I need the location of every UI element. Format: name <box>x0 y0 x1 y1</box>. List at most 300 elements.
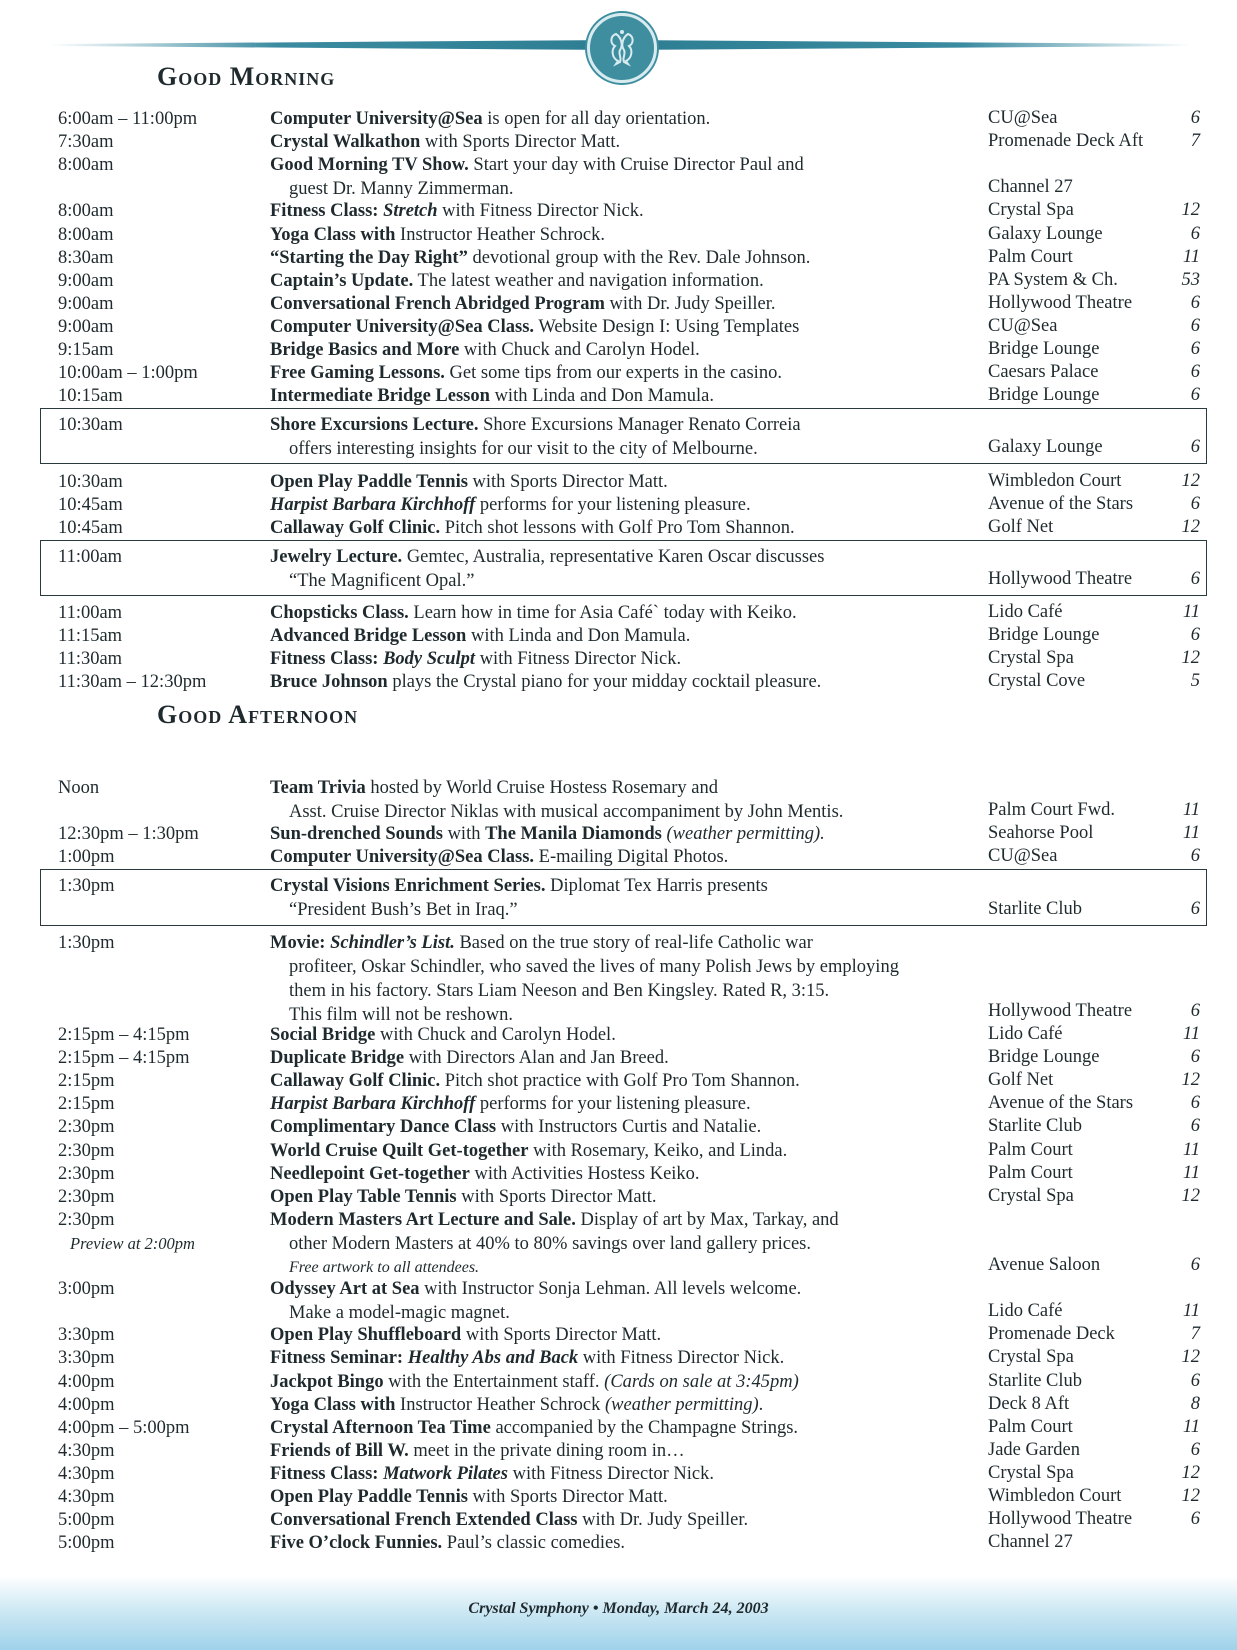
event-deck-number: 6 <box>1190 339 1200 360</box>
event-time-text: 10:30am <box>58 471 123 492</box>
event-location: Promenade Deck Aft <box>988 131 1144 152</box>
event-time-text: 7:30am <box>58 132 114 153</box>
event-description <box>270 470 982 494</box>
event-location: CU@Sea <box>988 846 1058 867</box>
description-text: with Instructor Sonja Lehman. All levels welcome. <box>419 1279 802 1300</box>
event-time <box>58 1531 258 1555</box>
event-name: Five O’clock Funnies. <box>270 1533 443 1554</box>
event-name: Open Play Paddle Tennis <box>270 1487 468 1507</box>
schedule-row <box>0 670 1237 693</box>
schedule-row <box>0 1439 1237 1462</box>
seahorse-emblem-icon <box>587 13 657 83</box>
event-description <box>270 1162 982 1186</box>
event-name: Movie: <box>270 932 331 953</box>
event-time-text: 5:00pm <box>58 1510 115 1531</box>
event-name: Duplicate Bridge <box>270 1048 405 1069</box>
event-deck-number: 6 <box>1190 846 1200 867</box>
description-text: with Sports Director Matt. <box>461 1325 662 1346</box>
description-line <box>270 223 982 247</box>
event-description <box>270 1069 982 1093</box>
event-description <box>270 384 982 408</box>
description-line <box>270 1323 982 1347</box>
event-time-text: 10:45am <box>58 494 123 515</box>
schedule-row <box>0 223 1237 246</box>
description-line <box>270 601 982 625</box>
event-time-text: 12:30pm – 1:30pm <box>58 824 199 845</box>
event-deck-number: 11 <box>1182 1139 1200 1160</box>
description-line <box>270 1439 982 1463</box>
event-time <box>58 1277 258 1301</box>
description-line <box>270 647 982 671</box>
event-location: Seahorse Pool <box>988 823 1094 844</box>
schedule-row <box>0 269 1237 292</box>
description-text: Asst. Cruise Director Niklas with musical accompaniment by John Mentis. <box>289 802 844 822</box>
event-time <box>58 470 258 494</box>
description-text: Diplomat Tex Harris presents <box>545 876 768 897</box>
event-description <box>270 1485 982 1509</box>
description-line <box>270 776 982 800</box>
event-time-text: 11:30am – 12:30pm <box>58 672 207 693</box>
description-line <box>270 130 982 154</box>
event-location: Avenue Saloon <box>988 1255 1101 1276</box>
description-text: offers interesting insights for our visit to the city of Melbourne. <box>289 439 758 460</box>
description-line <box>270 845 982 869</box>
event-location: Deck 8 Aft <box>988 1393 1070 1414</box>
event-name: Open Play Paddle Tennis <box>270 471 468 492</box>
schedule-row <box>0 130 1237 153</box>
event-description <box>270 845 982 869</box>
event-deck-number: 6 <box>1190 493 1200 514</box>
description-text: with <box>442 824 486 845</box>
event-name: Fitness Class: <box>270 1463 384 1484</box>
event-name: Chopsticks Class. <box>270 603 409 623</box>
event-time <box>58 1208 258 1256</box>
event-description <box>270 199 982 223</box>
event-note: (weather permitting). <box>661 824 825 845</box>
event-location: Wimbledon Court <box>988 1486 1122 1507</box>
description-text: This film will not be reshown. <box>289 1004 514 1025</box>
event-location: Bridge Lounge <box>988 1047 1100 1068</box>
event-time <box>58 107 258 131</box>
schedule-row <box>0 1069 1237 1092</box>
description-text: Make a model-magic magnet. <box>289 1303 510 1324</box>
event-description <box>270 315 982 339</box>
event-time <box>58 384 258 408</box>
event-location: Lido Café <box>988 1024 1063 1045</box>
event-deck-number: 12 <box>1181 1486 1200 1507</box>
description-line <box>270 1393 982 1417</box>
description-line <box>270 1185 982 1209</box>
event-time <box>58 130 258 154</box>
event-location: Lido Café <box>988 1301 1063 1322</box>
description-continuation-line <box>270 979 982 1003</box>
event-description <box>270 931 982 1027</box>
event-location: Palm Court <box>988 1162 1073 1183</box>
event-name: Intermediate Bridge Lesson <box>270 386 490 407</box>
description-line <box>270 1346 982 1370</box>
event-description <box>270 1115 982 1139</box>
schedule-row <box>0 1208 1237 1277</box>
event-time-text: 2:30pm <box>58 1163 115 1184</box>
description-text: profiteer, Oskar Schindler, who saved the lives of many Polish Jews by employing <box>289 956 899 977</box>
event-deck-number: 11 <box>1182 246 1200 267</box>
event-location: Bridge Lounge <box>988 385 1100 406</box>
event-location: Hollywood Theatre <box>988 1509 1133 1530</box>
description-text: them in his factory. Stars Liam Neeson and Ben Kingsley. Rated R, 3:15. <box>289 980 830 1001</box>
event-time-text: 8:30am <box>58 247 114 268</box>
schedule-row <box>0 1185 1237 1208</box>
schedule-row <box>0 624 1237 647</box>
event-location: Crystal Spa <box>988 1347 1074 1368</box>
description-text: accompanied by the Champagne Strings. <box>490 1417 799 1438</box>
event-name: Callaway Golf Clinic. <box>270 1071 441 1092</box>
description-text: with Sports Director Matt. <box>467 1487 668 1507</box>
event-description <box>270 107 982 131</box>
event-deck-number: 12 <box>1181 516 1200 537</box>
event-name: Team Trivia <box>270 778 366 798</box>
event-name: Crystal Visions Enrichment Series. <box>270 876 546 897</box>
highlight-box <box>40 408 1207 464</box>
description-line <box>270 1531 982 1555</box>
description-text: plays the Crystal piano for your midday cocktail pleasure. <box>387 672 822 693</box>
event-time-text: 2:15pm <box>58 1094 115 1115</box>
event-time-text: 1:00pm <box>58 847 115 868</box>
event-time-text: 4:30pm <box>58 1463 115 1484</box>
event-description <box>270 1046 982 1070</box>
event-time-text: 2:30pm <box>58 1209 115 1230</box>
description-continuation-line <box>270 1301 982 1325</box>
event-description <box>270 361 982 385</box>
description-text: Website Design I: Using Templates <box>534 316 800 337</box>
event-time-text: 6:00am – 11:00pm <box>58 109 198 129</box>
event-time-text: 11:15am <box>58 626 123 647</box>
event-deck-number: 53 <box>1181 269 1200 290</box>
event-name: Computer University@Sea <box>270 109 483 129</box>
event-time <box>58 1162 258 1186</box>
description-text: with Rosemary, Keiko, and Linda. <box>528 1140 788 1161</box>
description-text: with Linda and Don Mamula. <box>466 626 691 647</box>
schedule-row <box>0 384 1237 407</box>
description-line <box>270 1462 982 1486</box>
description-line <box>270 107 982 131</box>
event-name: Jewelry Lecture. <box>270 546 403 567</box>
description-continuation-line <box>270 800 982 824</box>
description-text: Pitch shot practice with Golf Pro Tom Shannon. <box>440 1071 800 1092</box>
description-text: performs for your listening pleasure. <box>475 1094 751 1115</box>
event-description <box>270 1439 982 1463</box>
description-line <box>270 516 982 540</box>
event-description <box>270 1323 982 1347</box>
event-time-text: 9:00am <box>58 270 114 291</box>
description-text: Paul’s classic comedies. <box>442 1533 626 1554</box>
highlight-box <box>40 869 1207 925</box>
event-name: Computer University@Sea Class. <box>270 316 535 337</box>
event-time <box>58 647 258 671</box>
event-name: Crystal Walkathon <box>270 132 421 153</box>
event-description <box>270 1462 982 1486</box>
event-description <box>270 269 982 293</box>
event-description <box>270 1508 982 1532</box>
description-text: with the Entertainment staff. <box>383 1371 605 1392</box>
event-time <box>58 1069 258 1093</box>
event-time-text: 2:15pm – 4:15pm <box>58 1048 190 1069</box>
event-time-text: 9:15am <box>58 340 114 360</box>
description-line <box>270 931 982 955</box>
description-text: with Activities Hostess Keiko. <box>469 1163 700 1184</box>
event-name: Fitness Class: <box>270 649 384 670</box>
event-name: Callaway Golf Clinic. <box>270 517 441 538</box>
description-continuation-line <box>270 955 982 979</box>
schedule-row <box>0 199 1237 222</box>
event-location: Palm Court Fwd. <box>988 800 1115 821</box>
event-deck-number: 12 <box>1181 200 1200 221</box>
event-deck-number: 8 <box>1190 1393 1200 1414</box>
schedule-row <box>0 1277 1237 1323</box>
event-description <box>270 624 982 648</box>
event-description <box>270 130 982 154</box>
event-time-text: 11:30am <box>58 649 123 670</box>
event-name-italic: Body Sculpt <box>383 649 476 670</box>
event-name: Computer University@Sea Class. <box>270 847 535 868</box>
event-name: World Cruise Quilt Get-together <box>270 1140 529 1161</box>
event-description <box>270 776 982 824</box>
event-time-text: 9:00am <box>58 316 114 337</box>
event-time <box>58 670 258 694</box>
event-location: Galaxy Lounge <box>988 223 1103 244</box>
description-line <box>270 153 982 177</box>
event-description <box>270 647 982 671</box>
event-time-text: 2:30pm <box>58 1186 115 1207</box>
event-name: Captain’s Update. <box>270 270 414 291</box>
description-line <box>270 670 982 694</box>
schedule-row <box>0 315 1237 338</box>
event-description <box>270 822 982 846</box>
event-description <box>270 516 982 540</box>
schedule-row <box>0 1323 1237 1346</box>
event-location: Avenue of the Stars <box>988 493 1134 514</box>
event-deck-number: 11 <box>1182 823 1200 844</box>
event-name: Social Bridge <box>270 1025 376 1045</box>
event-name: “Starting the Day Right” <box>270 247 468 268</box>
description-line <box>270 246 982 270</box>
event-description <box>270 1139 982 1163</box>
event-description <box>270 1393 982 1417</box>
event-time-text: 10:45am <box>58 517 123 538</box>
description-line <box>270 1508 982 1532</box>
event-name: Friends of Bill W. <box>270 1440 409 1461</box>
event-time-text: 3:30pm <box>58 1348 115 1369</box>
event-deck-number: 7 <box>1190 1324 1200 1345</box>
event-name: Fitness Seminar: <box>270 1348 408 1369</box>
event-time-text: 10:30am <box>58 415 123 436</box>
description-line <box>270 1046 982 1070</box>
event-deck-number: 6 <box>1190 437 1200 458</box>
event-description <box>270 246 982 270</box>
event-name: Odyssey Art at Sea <box>270 1279 420 1300</box>
description-text: “President Bush’s Bet in Iraq.” <box>289 900 518 921</box>
description-text: is open for all day orientation. <box>482 109 711 129</box>
schedule-row <box>0 1023 1237 1046</box>
description-text: with Chuck and Carolyn Hodel. <box>375 1025 616 1045</box>
event-location: Wimbledon Court <box>988 470 1122 491</box>
event-time <box>58 246 258 270</box>
event-description <box>270 601 982 625</box>
schedule-row <box>0 822 1237 845</box>
event-description <box>270 493 982 517</box>
event-time <box>58 1393 258 1417</box>
event-location: Crystal Spa <box>988 648 1074 669</box>
event-location: Channel 27 <box>988 177 1073 198</box>
schedule-row <box>0 1092 1237 1115</box>
description-continuation-line <box>270 1232 982 1256</box>
event-name: Conversational French Extended Class <box>270 1510 578 1531</box>
event-name: Open Play Shuffleboard <box>270 1325 462 1346</box>
event-time <box>58 269 258 293</box>
event-time <box>58 1185 258 1209</box>
event-time <box>58 199 258 223</box>
event-name: Advanced Bridge Lesson <box>270 626 467 647</box>
event-name: Conversational French Abridged Program <box>270 293 605 314</box>
event-name: Bridge Basics and More <box>270 340 460 360</box>
event-time-text: 1:30pm <box>58 932 115 953</box>
event-location: Palm Court <box>988 1416 1073 1437</box>
description-line <box>270 1162 982 1186</box>
afternoon-section-title: Good Afternoon <box>157 700 359 729</box>
description-text: Free artwork to all attendees. <box>289 1258 480 1276</box>
schedule-row <box>0 361 1237 384</box>
event-time <box>58 1346 258 1370</box>
event-description <box>270 1370 982 1394</box>
morning-section-title: Good Morning <box>157 62 336 91</box>
event-time <box>58 845 258 869</box>
description-text: with Directors Alan and Jan Breed. <box>404 1048 669 1069</box>
description-line <box>270 269 982 293</box>
description-line <box>270 1485 982 1509</box>
event-location: Crystal Cove <box>988 671 1086 692</box>
event-time-text: 4:30pm <box>58 1487 115 1507</box>
schedule-row <box>0 516 1237 539</box>
description-text: with Linda and Don Mamula. <box>489 386 714 407</box>
event-note: (weather permitting) <box>605 1394 759 1415</box>
description-text: The latest weather and navigation information. <box>413 270 764 291</box>
event-location: Hollywood Theatre <box>988 292 1133 313</box>
description-line <box>270 1370 982 1394</box>
description-continuation-line <box>270 177 982 201</box>
schedule-row <box>0 1485 1237 1508</box>
description-text: performs for your listening pleasure. <box>475 494 751 515</box>
event-deck-number: 6 <box>1190 568 1200 589</box>
description-text: Gemtec, Australia, representative Karen Oscar discusses <box>402 546 825 567</box>
description-text: E-mailing Digital Photos. <box>534 847 729 868</box>
event-description <box>270 338 982 362</box>
event-name: Good Morning TV Show. <box>270 155 469 176</box>
schedule-row <box>0 292 1237 315</box>
description-line <box>270 338 982 362</box>
event-time <box>58 1323 258 1347</box>
event-location: Lido Café <box>988 602 1063 623</box>
description-text: Shore Excursions Manager Renato Correia <box>478 415 801 436</box>
event-name-italic: Harpist Barbara Kirchhoff <box>270 1094 476 1115</box>
description-text: Pitch shot lessons with Golf Pro Tom Shannon. <box>440 517 795 538</box>
event-deck-number: 11 <box>1182 1162 1200 1183</box>
event-time-text: 11:00am <box>58 546 123 567</box>
event-deck-number: 12 <box>1181 1462 1200 1483</box>
description-text: with Fitness Director Nick. <box>475 649 682 670</box>
event-deck-number: 11 <box>1182 1416 1200 1437</box>
description-text: hosted by World Cruise Hostess Rosemary and <box>365 778 718 798</box>
event-location: Golf Net <box>988 1070 1054 1091</box>
event-location: Crystal Spa <box>988 200 1074 221</box>
event-location: Hollywood Theatre <box>988 1000 1133 1021</box>
event-name: Sun-drenched Sounds <box>270 824 443 845</box>
schedule-row <box>0 845 1237 868</box>
footer-caption: Crystal Symphony • Monday, March 24, 2003 <box>468 1600 769 1617</box>
event-location: Caesars Palace <box>988 362 1099 383</box>
event-location: Golf Net <box>988 516 1054 537</box>
event-location: Hollywood Theatre <box>988 568 1133 589</box>
event-name: Yoga Class with <box>270 1394 396 1415</box>
description-text: with Instructors Curtis and Natalie. <box>496 1117 762 1138</box>
event-name-italic: Harpist Barbara Kirchhoff <box>270 494 476 515</box>
description-text: with Fitness Director Nick. <box>507 1463 714 1484</box>
description-line <box>270 1208 982 1232</box>
event-time-text: 4:00pm <box>58 1394 115 1415</box>
schedule-row <box>0 931 1237 1023</box>
schedule-row <box>0 246 1237 269</box>
event-location: Jade Garden <box>988 1439 1080 1460</box>
event-time-text: 8:00am <box>58 224 114 245</box>
event-time <box>58 292 258 316</box>
event-deck-number: 6 <box>1190 1047 1200 1068</box>
event-location: CU@Sea <box>988 108 1058 129</box>
description-text: with Fitness Director Nick. <box>578 1348 785 1369</box>
event-deck-number: 12 <box>1181 1347 1200 1368</box>
description-text: Display of art by Max, Tarkay, and <box>575 1209 839 1230</box>
event-description <box>270 1185 982 1209</box>
event-deck-number: 6 <box>1190 1116 1200 1137</box>
event-deck-number: 12 <box>1181 1185 1200 1206</box>
schedule-row <box>0 647 1237 670</box>
description-line <box>270 315 982 339</box>
description-line <box>270 822 982 846</box>
event-name-italic: Matwork Pilates <box>383 1463 508 1484</box>
event-description <box>270 1092 982 1116</box>
event-description <box>270 1346 982 1370</box>
description-text: with Sports Director Matt. <box>456 1186 657 1207</box>
description-text: . <box>758 1394 764 1415</box>
schedule-row <box>0 1393 1237 1416</box>
event-time-note: Preview at 2:00pm <box>70 1233 195 1253</box>
event-time-text: 3:30pm <box>58 1325 115 1346</box>
description-line <box>270 1069 982 1093</box>
event-name: Modern Masters Art Lecture and Sale. <box>270 1209 576 1230</box>
event-time-text: 9:00am <box>58 293 114 314</box>
event-description <box>270 1531 982 1555</box>
event-deck-number: 6 <box>1190 625 1200 646</box>
event-deck-number: 6 <box>1190 1370 1200 1391</box>
event-name: Needlepoint Get-together <box>270 1163 470 1184</box>
description-line <box>270 624 982 648</box>
event-deck-number: 6 <box>1190 1509 1200 1530</box>
event-time <box>58 338 258 362</box>
description-text: guest Dr. Manny Zimmerman. <box>289 179 514 200</box>
event-location: Starlite Club <box>988 898 1083 919</box>
event-time-text: 3:00pm <box>58 1279 115 1300</box>
event-name: Crystal Afternoon Tea Time <box>270 1417 491 1438</box>
event-name: Fitness Class: <box>270 201 384 222</box>
description-line <box>270 384 982 408</box>
event-time <box>58 1508 258 1532</box>
